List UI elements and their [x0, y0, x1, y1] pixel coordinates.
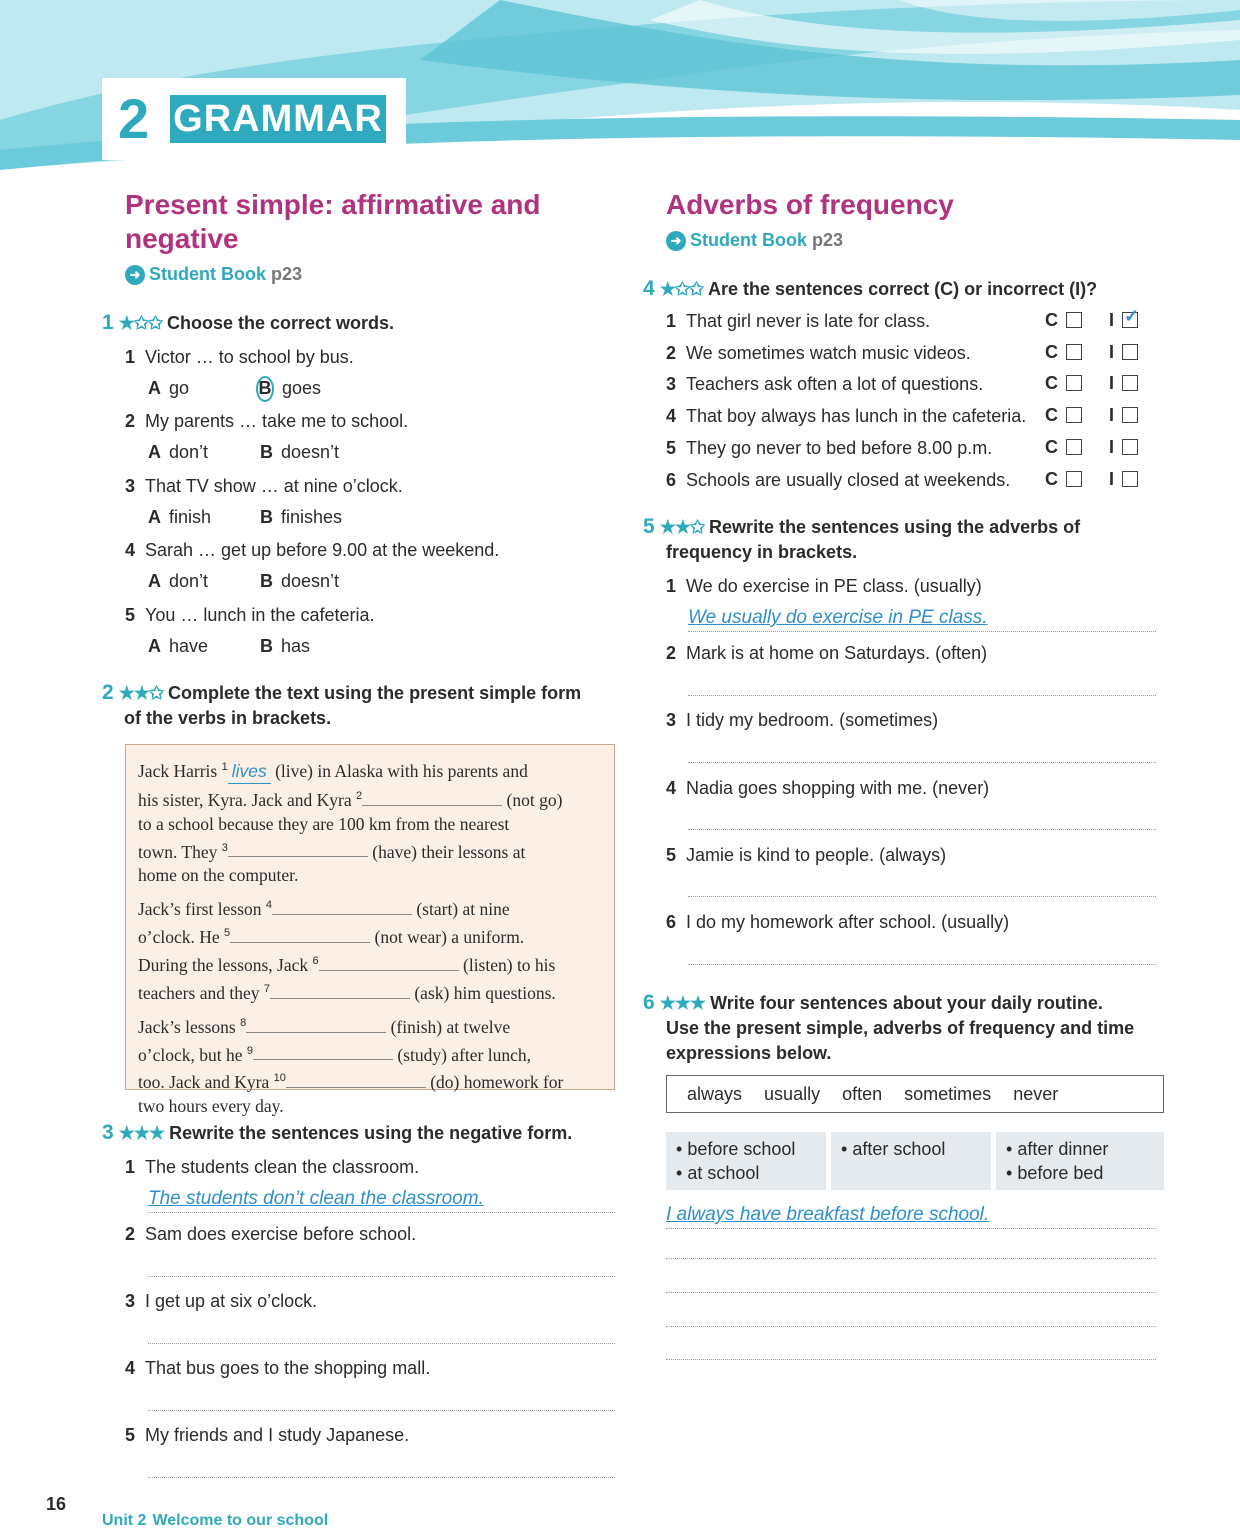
answer-blank-1[interactable]: lives: [228, 759, 271, 784]
checkmark-icon: ✓: [1124, 306, 1140, 326]
ex6-answer-line[interactable]: [666, 1266, 1156, 1293]
ex5-answer-line[interactable]: [688, 938, 1156, 965]
ex4-item: 1 That girl never is late for class.: [666, 311, 931, 331]
ex5-answer-line[interactable]: [688, 736, 1156, 763]
ex4-choices: C I: [1045, 405, 1138, 426]
unit-number: 2: [118, 87, 150, 150]
star-icon: ★★✩: [118, 683, 164, 703]
text-paragraph-3: Jack’s lessons $^8$ (finish) at twelve o’clock, but he $^9$ (study) after lunch, too. Jack and Kyra $^{10}$ (do) homework for two hours every day.: [138, 1016, 564, 1117]
ex1-item: 1 Victor … to school by bus.: [125, 347, 354, 367]
ex3-answer-line[interactable]: [148, 1451, 615, 1478]
ex3-item: 1 The students clean the classroom.: [125, 1157, 420, 1177]
checkbox-icon[interactable]: [1122, 306, 1140, 328]
ex1-option-a[interactable]: A don’t: [148, 571, 209, 591]
arrow-right-circle-icon: ➜: [666, 231, 686, 251]
time-expressions-column-2: • after school: [831, 1132, 991, 1190]
gap-fill-text-box: [125, 744, 615, 1117]
ex5-item: 4 Nadia goes shopping with me. (never): [666, 778, 990, 798]
answer-blank-2[interactable]: [362, 791, 502, 806]
ex6-answer-line[interactable]: [666, 1333, 1156, 1360]
footer-unit-title: Unit 2 Welcome to our school: [102, 1512, 329, 1529]
ex3-answer-line[interactable]: [148, 1250, 615, 1277]
page-number: 16: [46, 1494, 67, 1514]
ex6-answer-line[interactable]: [666, 1232, 1156, 1259]
checkbox-icon[interactable]: [1066, 312, 1082, 328]
answer-blank-4[interactable]: [272, 900, 412, 915]
ex4-item: 2 We sometimes watch music videos.: [666, 343, 971, 363]
star-icon: ★★★: [118, 1123, 165, 1143]
ex3-item: 2 Sam does exercise before school.: [125, 1224, 417, 1244]
ex4-item: 4 That boy always has lunch in the cafeteria.: [666, 406, 1027, 426]
ex5-answer-line[interactable]: [688, 870, 1156, 897]
exercise-1-heading: 1 ★✩✩ Choose the correct words.: [102, 311, 395, 334]
ex3-item: 3 I get up at six o’clock.: [125, 1291, 318, 1311]
student-book-link[interactable]: ➜ Student Book p23: [666, 230, 843, 251]
word-chip: never: [1013, 1084, 1059, 1104]
ex3-answer-line[interactable]: [148, 1317, 615, 1344]
ex5-item: 3 I tidy my bedroom. (sometimes): [666, 710, 939, 730]
checkbox-icon[interactable]: [1122, 344, 1138, 360]
time-expressions-column-1: • before school • at school: [666, 1132, 826, 1190]
exercise-3-heading: 3 ★★★ Rewrite the sentences using the negative form.: [102, 1121, 573, 1144]
word-chip: often: [842, 1084, 883, 1104]
ex1-option-b[interactable]: B doesn’t: [260, 442, 340, 462]
ex5-answer-line[interactable]: We usually do exercise in PE class.: [688, 605, 1156, 632]
ex1-option-a[interactable]: A don’t: [148, 442, 209, 462]
ex4-item: 3 Teachers ask often a lot of questions.: [666, 374, 984, 394]
checkbox-icon[interactable]: [1122, 439, 1138, 455]
word-chip: usually: [764, 1084, 821, 1104]
answer-blank-5[interactable]: [230, 928, 370, 943]
unit-title: GRAMMAR: [170, 95, 386, 143]
section-title-present-simple: Present simple: affirmative and negative: [125, 189, 541, 254]
exercise-5-heading: 5 ★★✩ Rewrite the sentences using the adverbs of frequency in brackets.: [643, 515, 1081, 562]
ex4-choices: C I: [1045, 437, 1138, 458]
answer-blank-9[interactable]: [253, 1045, 393, 1060]
checkbox-icon[interactable]: [1122, 471, 1138, 487]
ex5-item: 2 Mark is at home on Saturdays. (often): [666, 643, 988, 663]
star-icon: ★★✩: [659, 517, 705, 537]
ex4-choices: C I: [1045, 469, 1138, 490]
checkbox-icon[interactable]: [1122, 407, 1138, 423]
ex1-option-b[interactable]: B has: [260, 636, 311, 656]
answer-blank-6[interactable]: [319, 956, 459, 971]
text-paragraph-2: Jack’s first lesson $^4$ (start) at nine o’clock. He $^5$ (not wear) a uniform. During the lessons, Jack $^6$ (listen) to his teachers and they $^7$ (ask) him questions.: [138, 899, 556, 1003]
ex3-item: 5 My friends and I study Japanese.: [125, 1425, 410, 1445]
star-icon: ★✩✩: [118, 313, 162, 333]
ex3-answer-line[interactable]: [148, 1384, 615, 1411]
checkbox-icon[interactable]: [1122, 375, 1138, 391]
answer-blank-3[interactable]: [228, 842, 368, 857]
ex1-option-a[interactable]: A go: [148, 378, 190, 398]
word-chip: sometimes: [904, 1084, 992, 1104]
ex5-answer-line[interactable]: [688, 669, 1156, 696]
ex1-option-b[interactable]: B finishes: [260, 507, 343, 527]
text-paragraph-1: Jack Harris $^1$ lives (live) in Alaska with his parents and his sister, Kyra. Jack and Kyra $^2$ (not go) to a school because they are 100 km from the nearest town. They $^3$ (have) their lessons at home on the computer.: [138, 760, 563, 886]
word-chip: always: [687, 1084, 743, 1104]
adverbs-word-box: [666, 1075, 1164, 1113]
answer-blank-10[interactable]: [286, 1073, 426, 1088]
answer-blank-8[interactable]: [246, 1018, 386, 1033]
star-icon: ★★★: [659, 993, 706, 1013]
exercise-6-heading: 6 ★★★ Write four sentences about your daily routine. Use the present simple, adverbs of frequency and time expressions below.: [643, 991, 1135, 1063]
exercise-2-heading: 2 ★★✩ Complete the text using the present simple form of the verbs in brackets.: [102, 681, 582, 728]
ex5-answer-line[interactable]: [688, 803, 1156, 830]
ex5-item: 5 Jamie is kind to people. (always): [666, 845, 947, 865]
circle-mark: B: [256, 376, 274, 402]
ex6-answer-line[interactable]: I always have breakfast before school.: [666, 1202, 1156, 1229]
checkbox-icon[interactable]: [1066, 471, 1082, 487]
ex1-option-b-selected[interactable]: B goes: [260, 376, 321, 402]
star-icon: ★✩✩: [659, 279, 703, 299]
ex1-option-a[interactable]: A have: [148, 636, 209, 656]
student-book-link[interactable]: ➜ Student Book p23: [125, 264, 302, 285]
time-expressions-column-3: • after dinner • before bed: [996, 1132, 1164, 1190]
checkbox-icon[interactable]: [1066, 344, 1082, 360]
section-title-adverbs: Adverbs of frequency: [666, 189, 954, 220]
checkbox-icon[interactable]: [1066, 407, 1082, 423]
ex1-item: 4 Sarah … get up before 9.00 at the weekend.: [125, 540, 500, 560]
arrow-right-circle-icon: ➜: [125, 265, 145, 285]
ex1-option-a[interactable]: A finish: [148, 507, 212, 527]
ex5-item: 1 We do exercise in PE class. (usually): [666, 576, 982, 596]
exercise-4-heading: 4 ★✩✩ Are the sentences correct (C) or incorrect (I)?: [643, 277, 1098, 300]
ex4-choices: C I: [1045, 342, 1138, 363]
ex1-option-b[interactable]: B doesn’t: [260, 571, 340, 591]
checkbox-icon[interactable]: [1066, 439, 1082, 455]
ex3-item: 4 That bus goes to the shopping mall.: [125, 1358, 431, 1378]
ex5-item: 6 I do my homework after school. (usually): [666, 912, 1010, 932]
ex1-item: 3 That TV show … at nine o’clock.: [125, 476, 403, 496]
ex1-item: 2 My parents … take me to school.: [125, 411, 409, 431]
ex1-item: 5 You … lunch in the cafeteria.: [125, 605, 375, 625]
ex4-choices: C I: [1045, 373, 1138, 394]
checkbox-icon[interactable]: [1066, 375, 1082, 391]
answer-blank-7[interactable]: [270, 984, 410, 999]
ex4-item: 6 Schools are usually closed at weekends.: [666, 470, 1011, 490]
ex4-choices: C I ✓: [1045, 306, 1140, 330]
ex4-item: 5 They go never to bed before 8.00 p.m.: [666, 438, 993, 458]
ex3-answer-line[interactable]: The students don’t clean the classroom.: [148, 1186, 615, 1213]
ex6-answer-line[interactable]: [666, 1300, 1156, 1327]
